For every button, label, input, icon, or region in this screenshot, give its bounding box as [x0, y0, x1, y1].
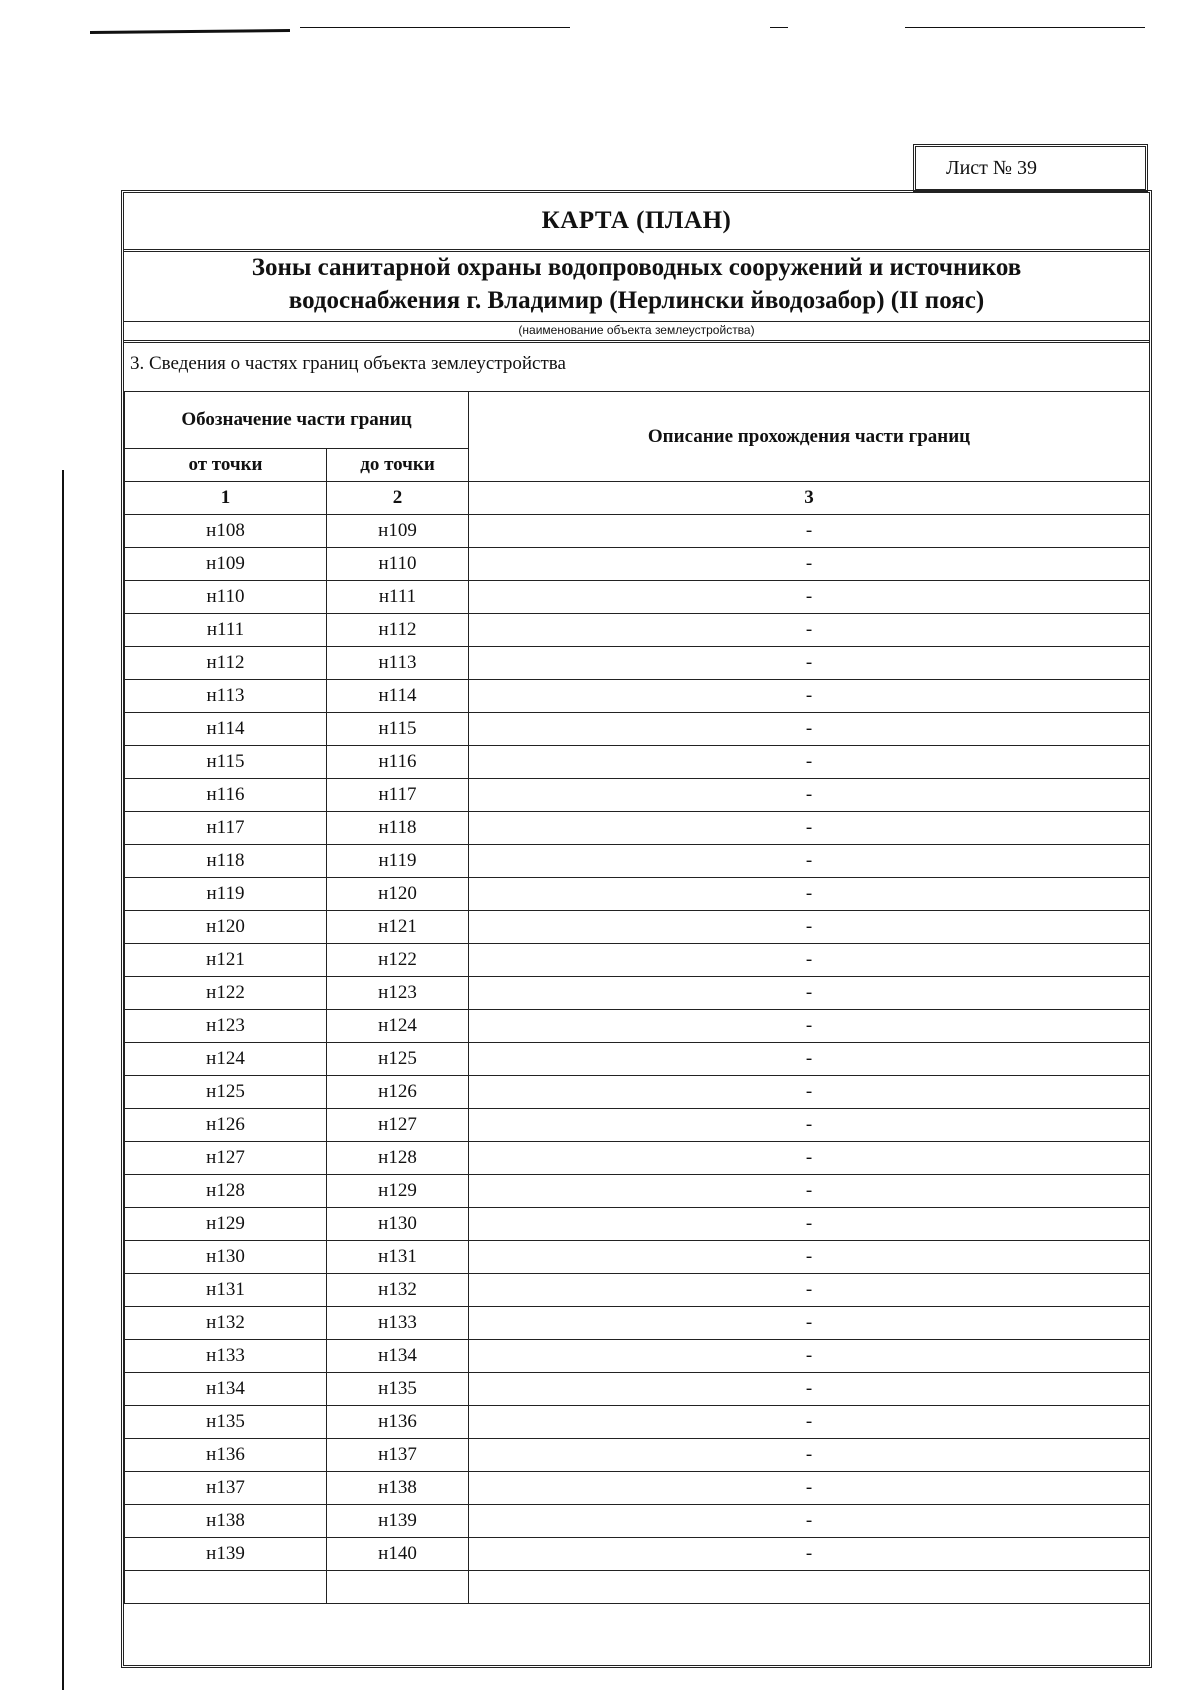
cell-desc: -	[469, 680, 1150, 713]
cell-to: н122	[327, 944, 469, 977]
table-row	[125, 680, 1150, 713]
cell-desc: -	[469, 1538, 1150, 1571]
cell-desc: -	[469, 1010, 1150, 1043]
table-body	[125, 515, 1150, 1604]
cell-to: н120	[327, 878, 469, 911]
table-row	[125, 1274, 1150, 1307]
cell-to: н119	[327, 845, 469, 878]
cell-from: н128	[125, 1175, 327, 1208]
table-row	[125, 779, 1150, 812]
cell-desc: -	[469, 614, 1150, 647]
cell-to: н139	[327, 1505, 469, 1538]
cell-from: н130	[125, 1241, 327, 1274]
table-row	[125, 1208, 1150, 1241]
cell-desc: -	[469, 1043, 1150, 1076]
object-caption: (наименование объекта землеустройства)	[124, 321, 1149, 343]
cell-desc: -	[469, 1076, 1150, 1109]
cell-desc: -	[469, 1142, 1150, 1175]
header-boundary-designation: Обозначение части границ	[125, 392, 469, 449]
cell-from: н133	[125, 1340, 327, 1373]
cell-from: н134	[125, 1373, 327, 1406]
cell-to: н114	[327, 680, 469, 713]
table-row	[125, 878, 1150, 911]
cell-from: н123	[125, 1010, 327, 1043]
table-row	[125, 746, 1150, 779]
cell-to: н115	[327, 713, 469, 746]
table-row	[125, 1142, 1150, 1175]
cell-desc: -	[469, 746, 1150, 779]
sheet-number-label: Лист № 39	[946, 156, 1037, 179]
cell-from: н137	[125, 1472, 327, 1505]
cell-to: н135	[327, 1373, 469, 1406]
cell-from: н132	[125, 1307, 327, 1340]
cell-desc: -	[469, 812, 1150, 845]
cell-desc	[469, 1571, 1150, 1604]
cell-to: н113	[327, 647, 469, 680]
cell-to: н128	[327, 1142, 469, 1175]
cell-from: н129	[125, 1208, 327, 1241]
cell-from: н110	[125, 581, 327, 614]
cell-to: н125	[327, 1043, 469, 1076]
cell-from: н117	[125, 812, 327, 845]
cell-to: н111	[327, 581, 469, 614]
cell-from: н114	[125, 713, 327, 746]
scan-artifact-left-edge	[62, 470, 64, 1690]
boundary-parts-table	[124, 391, 1150, 1604]
scan-artifact-top-dash	[770, 27, 788, 28]
header-to-point: до точки	[327, 449, 469, 482]
table-row	[125, 1406, 1150, 1439]
cell-desc: -	[469, 944, 1150, 977]
cell-from: н139	[125, 1538, 327, 1571]
cell-to: н129	[327, 1175, 469, 1208]
object-name-line-2: водоснабжения г. Владимир (Нерлински йводозабор) (II пояс)	[288, 287, 985, 314]
table-row	[125, 1307, 1150, 1340]
cell-desc: -	[469, 581, 1150, 614]
table-row	[125, 845, 1150, 878]
cell-to: н130	[327, 1208, 469, 1241]
cell-from: н131	[125, 1274, 327, 1307]
cell-to: н110	[327, 548, 469, 581]
cell-desc: -	[469, 779, 1150, 812]
cell-desc: -	[469, 1274, 1150, 1307]
table-row	[125, 1175, 1150, 1208]
table-row	[125, 1241, 1150, 1274]
cell-to: н117	[327, 779, 469, 812]
cell-to: н134	[327, 1340, 469, 1373]
table-row	[125, 581, 1150, 614]
section-title: 3. Сведения о частях границ объекта землеустройства	[130, 353, 566, 374]
cell-from: н111	[125, 614, 327, 647]
column-number: 2	[327, 482, 469, 515]
column-number: 1	[125, 482, 327, 515]
cell-to	[327, 1571, 469, 1604]
cell-to: н127	[327, 1109, 469, 1142]
cell-desc: -	[469, 977, 1150, 1010]
cell-to: н124	[327, 1010, 469, 1043]
table-row	[125, 1373, 1150, 1406]
cell-from: н120	[125, 911, 327, 944]
table-row	[125, 1076, 1150, 1109]
cell-from: н122	[125, 977, 327, 1010]
object-name-line-1: Зоны санитарной охраны водопроводных сооружений и источников	[251, 254, 1022, 281]
cell-to: н109	[327, 515, 469, 548]
cell-from: н115	[125, 746, 327, 779]
cell-desc: -	[469, 1307, 1150, 1340]
object-name	[124, 251, 1149, 315]
column-number: 3	[469, 482, 1150, 515]
cell-desc: -	[469, 515, 1150, 548]
sheet-number-box	[913, 144, 1148, 192]
cell-from	[125, 1571, 327, 1604]
cell-from: н108	[125, 515, 327, 548]
table-row	[125, 713, 1150, 746]
cell-to: н121	[327, 911, 469, 944]
table-row	[125, 977, 1150, 1010]
cell-to: н112	[327, 614, 469, 647]
cell-desc: -	[469, 548, 1150, 581]
cell-desc: -	[469, 911, 1150, 944]
table-row	[125, 515, 1150, 548]
cell-to: н136	[327, 1406, 469, 1439]
cell-from: н136	[125, 1439, 327, 1472]
table-row	[125, 1010, 1150, 1043]
scan-artifact-top-stroke	[90, 29, 290, 34]
cell-desc: -	[469, 1505, 1150, 1538]
table-row	[125, 1472, 1150, 1505]
document-frame	[121, 190, 1152, 1668]
table-row	[125, 911, 1150, 944]
cell-to: н140	[327, 1538, 469, 1571]
cell-desc: -	[469, 713, 1150, 746]
table-row	[125, 1043, 1150, 1076]
cell-from: н109	[125, 548, 327, 581]
cell-to: н118	[327, 812, 469, 845]
cell-desc: -	[469, 1439, 1150, 1472]
table-row	[125, 614, 1150, 647]
cell-desc: -	[469, 1340, 1150, 1373]
cell-to: н126	[327, 1076, 469, 1109]
cell-desc: -	[469, 1472, 1150, 1505]
document-title: КАРТА (ПЛАН)	[124, 193, 1149, 252]
table-row	[125, 548, 1150, 581]
cell-from: н113	[125, 680, 327, 713]
table-row	[125, 944, 1150, 977]
cell-desc: -	[469, 1175, 1150, 1208]
cell-to: н116	[327, 746, 469, 779]
table-row	[125, 1439, 1150, 1472]
cell-desc: -	[469, 1241, 1150, 1274]
cell-to: н123	[327, 977, 469, 1010]
table-row	[125, 1109, 1150, 1142]
cell-desc: -	[469, 845, 1150, 878]
cell-from: н127	[125, 1142, 327, 1175]
cell-from: н138	[125, 1505, 327, 1538]
cell-from: н118	[125, 845, 327, 878]
cell-to: н133	[327, 1307, 469, 1340]
cell-from: н116	[125, 779, 327, 812]
table-row	[125, 647, 1150, 680]
cell-desc: -	[469, 878, 1150, 911]
header-description: Описание прохождения части границ	[469, 392, 1150, 482]
cell-from: н125	[125, 1076, 327, 1109]
cell-from: н112	[125, 647, 327, 680]
header-from-point: от точки	[125, 449, 327, 482]
table-row	[125, 1571, 1150, 1604]
cell-desc: -	[469, 1373, 1150, 1406]
table-row	[125, 1538, 1150, 1571]
table-row	[125, 812, 1150, 845]
table-row	[125, 1340, 1150, 1373]
cell-desc: -	[469, 1208, 1150, 1241]
cell-from: н121	[125, 944, 327, 977]
cell-from: н135	[125, 1406, 327, 1439]
cell-from: н126	[125, 1109, 327, 1142]
cell-to: н132	[327, 1274, 469, 1307]
cell-to: н137	[327, 1439, 469, 1472]
cell-desc: -	[469, 1109, 1150, 1142]
cell-desc: -	[469, 647, 1150, 680]
cell-to: н131	[327, 1241, 469, 1274]
scan-artifact-top-dash	[300, 27, 570, 28]
table-row	[125, 1505, 1150, 1538]
cell-to: н138	[327, 1472, 469, 1505]
cell-desc: -	[469, 1406, 1150, 1439]
scan-artifact-top-dash	[905, 27, 1145, 28]
cell-from: н124	[125, 1043, 327, 1076]
cell-from: н119	[125, 878, 327, 911]
